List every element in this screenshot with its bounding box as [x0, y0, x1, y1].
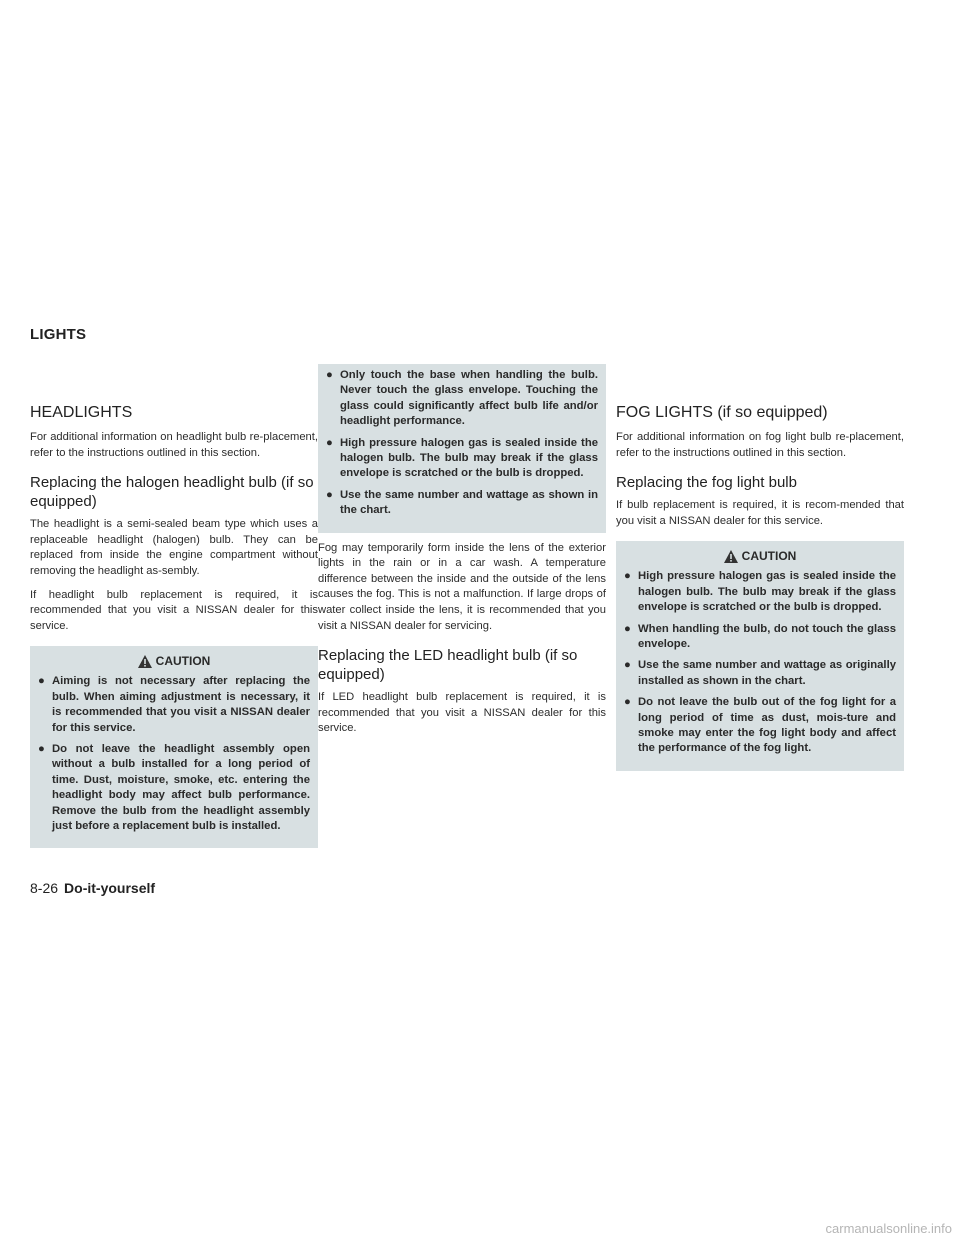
halogen-paragraph-1: The headlight is a semi-sealed beam type which uses a replaceable headlight (halogen) bulb. They can be replaced from inside the engine compartment without removing the headlight as-sembly. — [30, 518, 318, 577]
caution-label: CAUTION — [155, 654, 211, 669]
fog-bulb-subheading: Replacing the fog light bulb — [616, 474, 797, 492]
caution-header — [624, 549, 896, 563]
column-2 — [318, 364, 606, 745]
bullet-icon: ● — [326, 436, 333, 449]
caution-item: ● Do not leave the headlight assembly open without a bulb installed for a long period of time. Dust, moisture, smoke, etc. entering the headlight body may affect bulb performance. Remove the bulb from the headlight assembly just before a replacement bulb is installed. — [38, 742, 310, 834]
caution-label: CAUTION — [741, 549, 797, 564]
page-number: 8-26 — [30, 880, 59, 896]
caution-item: ● When handling the bulb, do not touch the glass envelope. — [624, 622, 896, 653]
halogen-paragraph-2: If headlight bulb replacement is required, it is recommended that you visit a NISSAN dealer for this service. — [30, 588, 318, 632]
warning-icon — [724, 550, 738, 563]
halogen-subheading: Replacing the halogen headlight bulb (if so equipped) — [30, 474, 314, 511]
caution-header — [38, 654, 310, 668]
warning-icon — [138, 655, 152, 668]
bullet-icon: ● — [38, 742, 45, 755]
section-title: LIGHTS — [30, 326, 87, 343]
caution-box-headlight — [30, 646, 318, 848]
bullet-icon: ● — [624, 570, 631, 583]
column-3 — [616, 404, 904, 771]
chapter-name: Do-it-yourself — [64, 880, 156, 896]
bullet-icon: ● — [624, 696, 631, 709]
fog-paragraph: Fog may temporarily form inside the lens of the exterior lights in the rain or in a car wash. A temperature difference between the inside and the outside of the lens causes the fog. This is not a malfunction. If large drops of water collect inside the lens, it is recommended that you visit a NISSAN dealer for servicing. — [318, 541, 606, 632]
fog-lights-intro: For additional information on fog light bulb re-placement, refer to the instructions outlined in this section. — [616, 431, 904, 459]
fog-bulb-paragraph: If bulb replacement is required, it is recom-mended that you visit a NISSAN dealer for this service. — [616, 499, 904, 527]
bullet-icon: ● — [326, 369, 333, 381]
page-footer — [30, 880, 155, 896]
caution-item: ● Only touch the base when handling the bulb. Never touch the glass envelope. Touching the glass could significantly affect bulb life and/or headlight performance. — [326, 368, 598, 430]
caution-item: ● Aiming is not necessary after replacing the bulb. When aiming adjustment is necessary, it is recommended that you visit a NISSAN dealer for this service. — [38, 674, 310, 736]
caution-item: ● Do not leave the bulb out of the fog light for a long period of time as dust, mois-ture and smoke may enter the fog light body and affect the performance of the fog light. — [624, 695, 896, 757]
bullet-icon: ● — [624, 659, 631, 672]
watermark: carmanualsonline.info — [825, 1221, 952, 1236]
caution-item: ● High pressure halogen gas is sealed inside the halogen bulb. The bulb may break if the glass envelope is scratched or the bulb is dropped. — [624, 569, 896, 615]
caution-box-continued — [318, 364, 606, 533]
headlights-intro: For additional information on headlight bulb re-placement, refer to the instructions outlined in this section. — [30, 431, 318, 459]
headlights-heading: HEADLIGHTS — [30, 404, 133, 421]
column-1 — [30, 404, 318, 848]
caution-item: ● Use the same number and wattage as originally installed as shown in the chart. — [624, 658, 896, 689]
bullet-icon: ● — [624, 622, 631, 635]
caution-item: ● Use the same number and wattage as shown in the chart. — [326, 488, 598, 519]
bullet-icon: ● — [326, 488, 333, 501]
led-subheading: Replacing the LED headlight bulb (if so equipped) — [318, 647, 578, 684]
caution-box-fog — [616, 541, 904, 770]
bullet-icon: ● — [38, 675, 45, 688]
led-paragraph: If LED headlight bulb replacement is required, it is recommended that you visit a NISSAN dealer for this service. — [318, 691, 606, 735]
fog-lights-heading: FOG LIGHTS (if so equipped) — [616, 404, 828, 421]
caution-item: ● High pressure halogen gas is sealed inside the halogen bulb. The bulb may break if the glass envelope is scratched or the bulb is dropped. — [326, 436, 598, 482]
